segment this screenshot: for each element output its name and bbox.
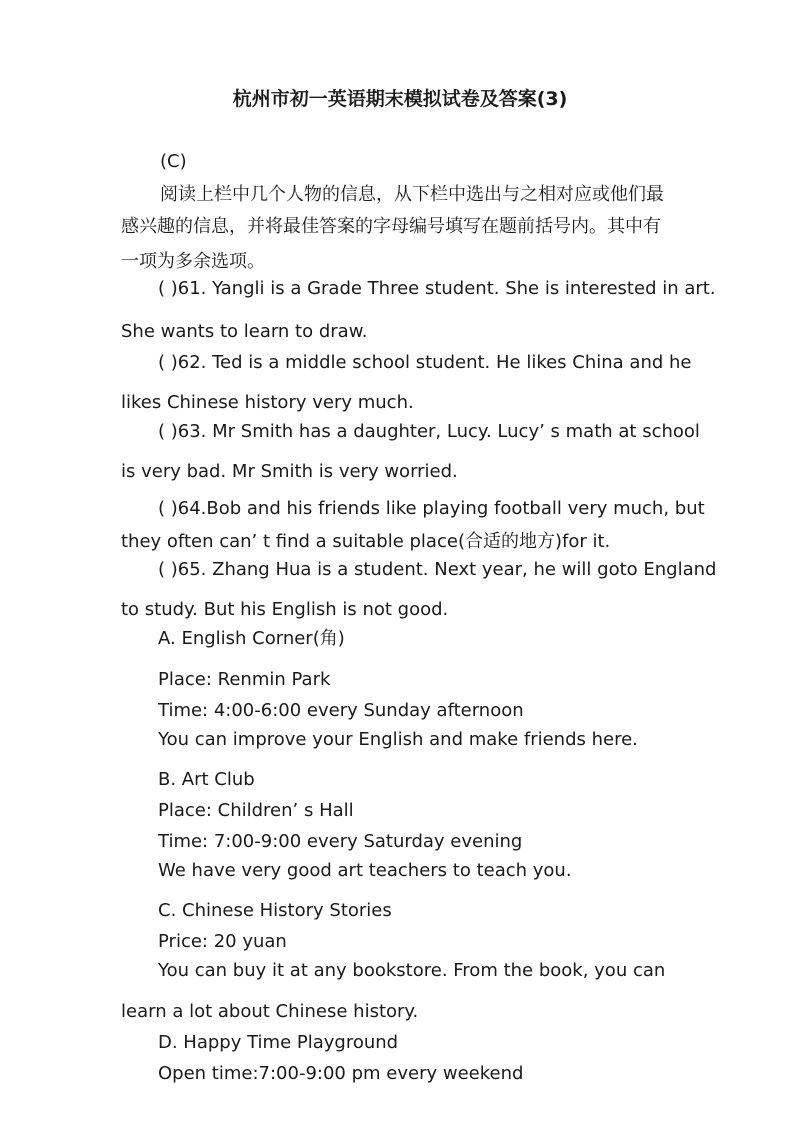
question-61-line-2: She wants to learn to draw. [121, 321, 368, 342]
option-c-price: Price: 20 yuan [158, 931, 287, 952]
instructions-line-1: 阅读上栏中几个人物的信息，从下栏中选出与之相对应或他们最 [160, 184, 664, 205]
option-a-time: Time: 4:00-6:00 every Sunday afternoon [158, 700, 524, 721]
question-64-line-1: ( )64.Bob and his friends like playing football very much, but [158, 498, 705, 519]
option-d-open-time: Open time:7:00-9:00 pm every weekend [158, 1063, 524, 1084]
instructions-line-3: 一项为多余选项。 [121, 251, 265, 272]
question-64-line-2: they often can’ t find a suitable place(合适的地方)for it. [121, 531, 611, 552]
option-b-desc: We have very good art teachers to teach you. [158, 860, 572, 881]
option-a-title: A. English Corner(角) [158, 628, 345, 649]
question-63-line-1: ( )63. Mr Smith has a daughter, Lucy. Lucy’ s math at school [158, 421, 700, 442]
question-61-line-1: ( )61. Yangli is a Grade Three student. She is interested in art. [158, 278, 716, 299]
option-b-place: Place: Children’ s Hall [158, 800, 354, 821]
option-a-place: Place: Renmin Park [158, 669, 331, 690]
document-title: 杭州市初一英语期末模拟试卷及答案(3) [232, 88, 568, 110]
option-a-desc: You can improve your English and make friends here. [158, 729, 638, 750]
option-c-desc-line-2: learn a lot about Chinese history. [121, 1001, 419, 1022]
option-c-desc-line-1: You can buy it at any bookstore. From the book, you can [158, 960, 666, 981]
question-62-line-1: ( )62. Ted is a middle school student. He likes China and he [158, 352, 692, 373]
option-b-time: Time: 7:00-9:00 every Saturday evening [158, 831, 523, 852]
instructions-line-2: 感兴趣的信息，并将最佳答案的字母编号填写在题前括号内。其中有 [121, 216, 661, 237]
question-65-line-1: ( )65. Zhang Hua is a student. Next year, he will goto England [158, 559, 717, 580]
option-d-title: D. Happy Time Playground [158, 1032, 399, 1053]
question-62-line-2: likes Chinese history very much. [121, 392, 414, 413]
option-b-title: B. Art Club [158, 769, 255, 790]
question-65-line-2: to study. But his English is not good. [121, 599, 449, 620]
option-c-title: C. Chinese History Stories [158, 900, 392, 921]
section-label: (C) [160, 151, 187, 172]
question-63-line-2: is very bad. Mr Smith is very worried. [121, 461, 458, 482]
